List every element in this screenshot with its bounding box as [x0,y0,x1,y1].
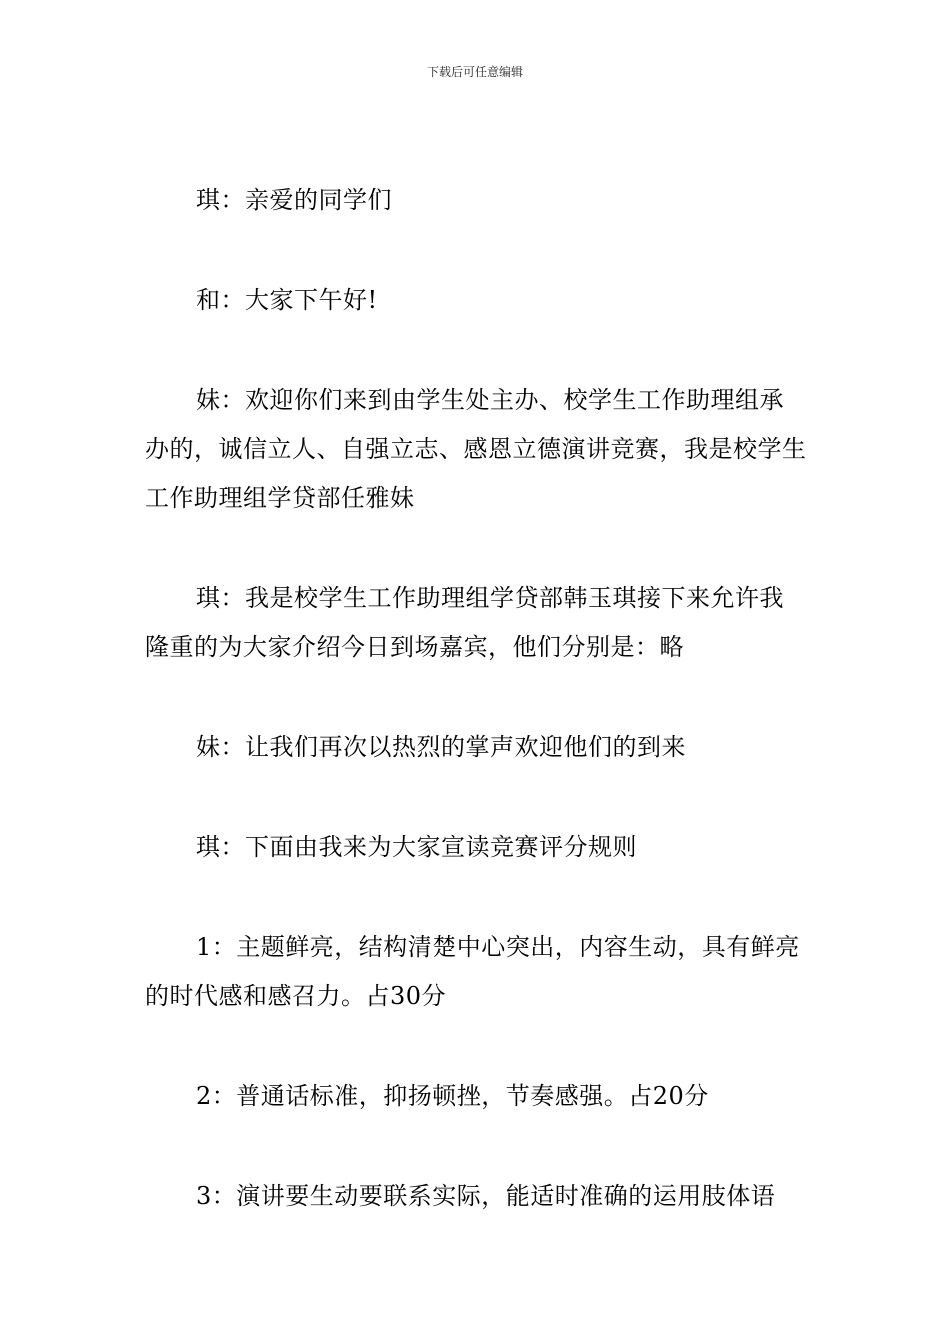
paragraph: 妹：欢迎你们来到由学生处主办、校学生工作助理组承办的，诚信立人、自强立志、感恩立德演讲竞赛，我是校学生工作助理组学贷部任雅妹 [145,386,807,512]
paragraph: 琪：我是校学生工作助理组学贷部韩玉琪接下来允许我隆重的为大家介绍今日到场嘉宾，他们分别是：略 [145,584,784,661]
page-header: 下载后可任意编辑 [426,65,523,79]
document-body [145,176,807,1272]
paragraph: 琪：亲爱的同学们 [196,186,392,214]
paragraph: 2：普通话标准，抑扬顿挫，节奏感强。占20分 [196,1082,709,1110]
paragraph: 琪：下面由我来为大家宣读竞赛评分规则 [196,833,637,861]
paragraph: 1：主题鲜亮，结构清楚中心突出，内容生动，具有鲜亮的时代感和感召力。占30分 [145,933,800,1010]
paragraph: 和：大家下午好! [196,286,378,314]
paragraph: 3：演讲要生动要联系实际，能适时准确的运用肢体语 [196,1182,776,1210]
paragraph: 妹：让我们再次以热烈的掌声欢迎他们的到来 [196,733,686,761]
